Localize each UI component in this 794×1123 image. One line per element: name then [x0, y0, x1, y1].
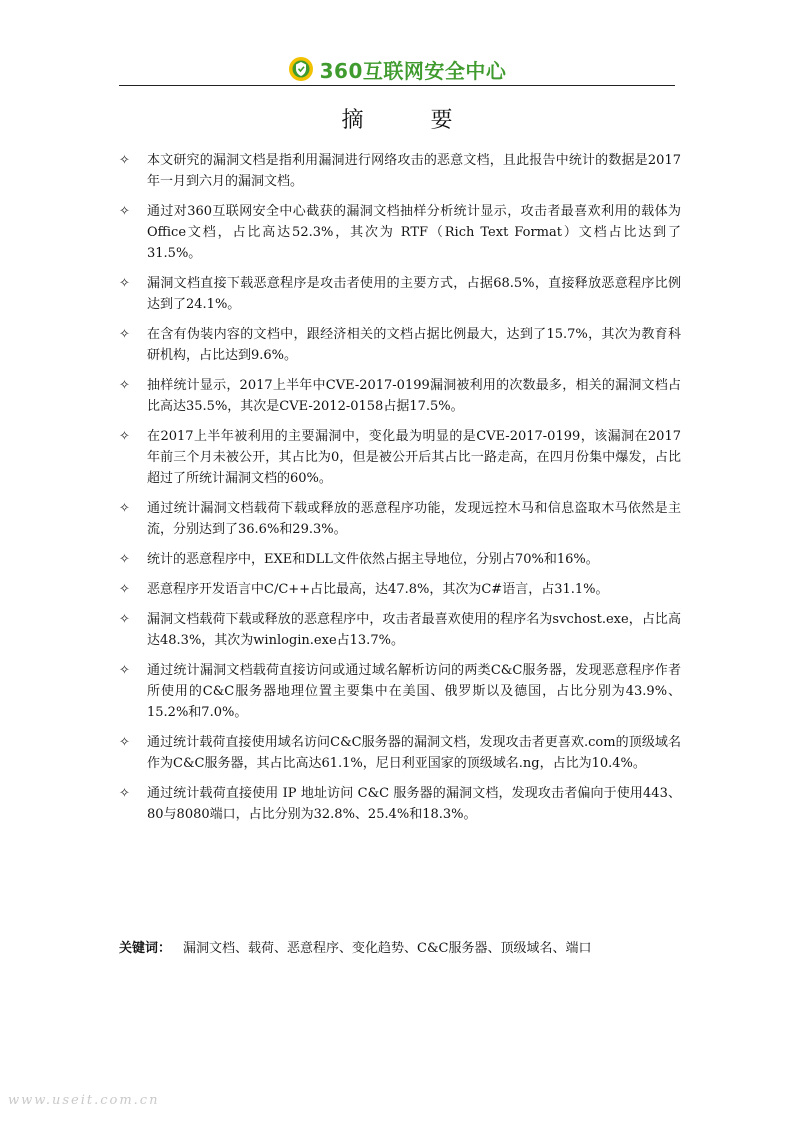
star-bullet-icon: ✧ [119, 429, 130, 444]
star-bullet-icon: ✧ [119, 501, 130, 516]
star-bullet-icon: ✧ [119, 612, 130, 627]
list-item [119, 273, 681, 315]
list-item [119, 660, 681, 723]
summary-text: 通过对360互联网安全中心截获的漏洞文档抽样分析统计显示，攻击者最喜欢利用的载体为Office文档，占比高达52.3%，其次为 RTF（Rich Text Format）文档占比达到了31.5%。 [147, 204, 681, 261]
list-item [119, 783, 681, 825]
star-bullet-icon: ✧ [119, 663, 130, 678]
star-bullet-icon: ✧ [119, 204, 130, 219]
header-divider [119, 85, 675, 86]
star-bullet-icon: ✧ [119, 378, 130, 393]
summary-text: 漏洞文档直接下载恶意程序是攻击者使用的主要方式，占据68.5%，直接释放恶意程序比例达到了24.1%。 [147, 276, 681, 312]
star-bullet-icon: ✧ [119, 582, 130, 597]
star-bullet-icon: ✧ [119, 552, 130, 567]
list-item [119, 549, 681, 570]
site-watermark: www.useit.com.cn [8, 1093, 160, 1108]
summary-text: 通过统计载荷直接使用 IP 地址访问 C&C 服务器的漏洞文档，发现攻击者偏向于使用443、80与8080端口，占比分别为32.8%、25.4%和18.3%。 [147, 786, 681, 822]
summary-text: 通过统计漏洞文档载荷下载或释放的恶意程序功能，发现远控木马和信息盗取木马依然是主流，分别达到了36.6%和29.3%。 [147, 501, 681, 537]
summary-text: 通过统计漏洞文档载荷直接访问或通过域名解析访问的两类C&C服务器，发现恶意程序作者所使用的C&C服务器地理位置主要集中在美国、俄罗斯以及德国，占比分别为43.9%、15.2%和7.0%。 [147, 663, 681, 720]
list-item [119, 150, 681, 192]
list-item [119, 579, 681, 600]
list-item [119, 375, 681, 417]
summary-list [119, 150, 681, 834]
summary-text: 在2017上半年被利用的主要漏洞中，变化最为明显的是CVE-2017-0199，该漏洞在2017年前三个月未被公开，其占比为0，但是被公开后其占比一路走高，在四月份集中爆发，占比超过了所统计漏洞文档的60%。 [147, 429, 681, 486]
list-item [119, 201, 681, 264]
summary-text: 恶意程序开发语言中C/C++占比最高，达47.8%，其次为C#语言，占31.1%。 [147, 582, 609, 597]
star-bullet-icon: ✧ [119, 786, 130, 801]
list-item [119, 498, 681, 540]
star-bullet-icon: ✧ [119, 735, 130, 750]
summary-text: 在含有伪装内容的文档中，跟经济相关的文档占据比例最大，达到了15.7%，其次为教育科研机构，占比达到9.6%。 [147, 327, 681, 363]
brand-logo [288, 55, 507, 84]
summary-text: 通过统计载荷直接使用域名访问C&C服务器的漏洞文档，发现攻击者更喜欢.com的顶级域名作为C&C服务器，其占比高达61.1%，尼日利亚国家的顶级域名.ng，占比为10.4%。 [147, 735, 681, 771]
page-title: 摘 要 [341, 108, 483, 133]
list-item [119, 609, 681, 651]
list-item [119, 426, 681, 489]
keywords-value: 漏洞文档、载荷、恶意程序、变化趋势、C&C服务器、顶级域名、端口 [183, 941, 592, 956]
summary-text: 漏洞文档载荷下载或释放的恶意程序中，攻击者最喜欢使用的程序名为svchost.exe，占比高达48.3%，其次为winlogin.exe占13.7%。 [147, 612, 681, 648]
keywords-label: 关键词： [119, 941, 172, 956]
summary-text: 抽样统计显示，2017上半年中CVE-2017-0199漏洞被利用的次数最多，相关的漏洞文档占比高达35.5%，其次是CVE-2012-0158占据17.5%。 [147, 378, 681, 414]
brand-name: 360互联网安全中心 [319, 58, 507, 83]
list-item [119, 732, 681, 774]
summary-text: 本文研究的漏洞文档是指利用漏洞进行网络攻击的恶意文档，且此报告中统计的数据是2017年一月到六月的漏洞文档。 [147, 153, 681, 189]
star-bullet-icon: ✧ [119, 153, 130, 168]
summary-text: 统计的恶意程序中，EXE和DLL文件依然占据主导地位，分别占70%和16%。 [147, 552, 599, 567]
page-header [0, 52, 794, 86]
star-bullet-icon: ✧ [119, 276, 130, 291]
star-bullet-icon: ✧ [119, 327, 130, 342]
keywords-line [119, 938, 681, 959]
shield-emblem-icon [288, 56, 314, 82]
list-item [119, 324, 681, 366]
